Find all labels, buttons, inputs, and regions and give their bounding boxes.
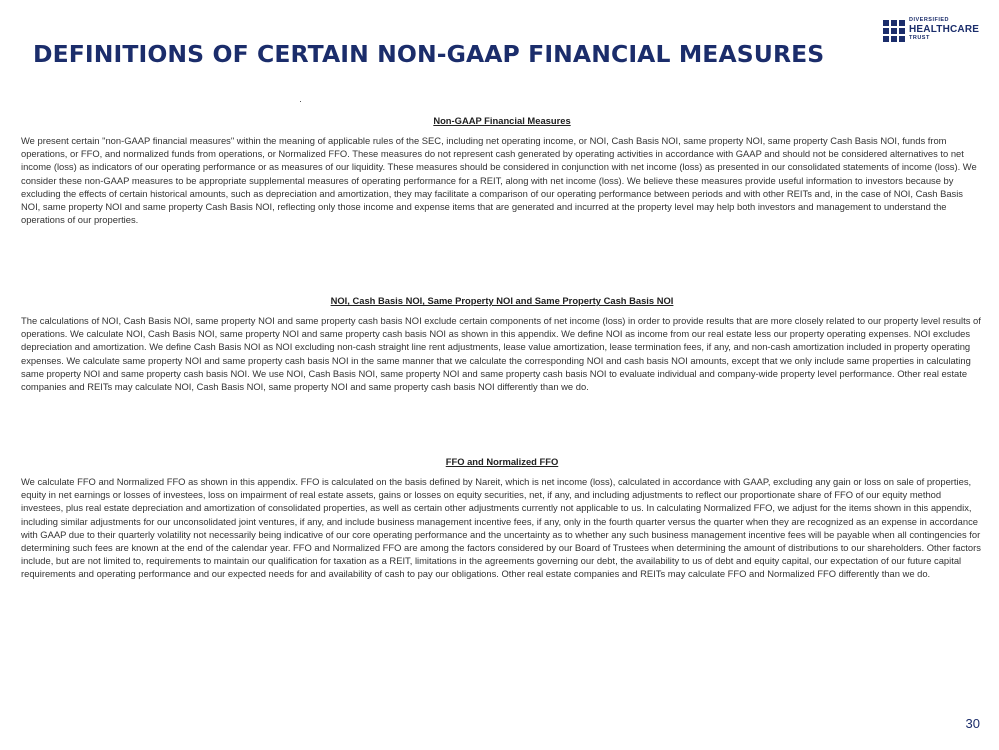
section-body: We present certain "non-GAAP financial measures" within the meaning of applicable rules of the SEC, including net operating income, or NOI, Cash Basis NOI, same property NOI, same property Cash Basis NOI, funds from operations, or FFO, and normalized funds from operations, or Normalized FFO. These measures do not represent cash generated by operating activities in accordance with GAAP and should not be considered alternatives to net income (loss) as indicators of our operating performance or as measures of our liquidity. These measures should be considered in conjunction with net income (loss) as presented in our consolidated statements of income (loss). We consider these non-GAAP measures to be appropriate supplemental measures of operating performance for a REIT, along with net income (loss). We believe these measures provide useful information to investors because by excluding the effects of certain historical amounts, such as depreciation and amortization, they may facilitate a comparison of our operating performance between periods and with other REITs and, in the case of NOI, Cash Basis NOI, same property NOI and same property Cash Basis NOI, reflecting only those income and expense items that are generated and incurred at the property level may help both investors and management to understand the operations of our properties. — [21, 135, 977, 226]
logo-grid-icon — [883, 20, 905, 42]
logo-line-2: HEALTHCARE — [909, 23, 980, 35]
page-number: 30 — [965, 716, 980, 731]
company-logo — [883, 18, 983, 44]
logo-text — [909, 18, 979, 41]
section-noi-definitions — [21, 295, 983, 393]
page-title: DEFINITIONS OF CERTAIN NON-GAAP FINANCIAL MEASURES — [33, 40, 825, 68]
section-body: The calculations of NOI, Cash Basis NOI, same property NOI and same property cash basis NOI exclude certain components of net income (loss) in order to provide results that are more closely related to our property level results of operations. We calculate NOI, Cash Basis NOI, same property NOI and same property cash basis NOI as shown in this appendix. We define NOI as income from our real estate less our property operating expenses. NOI excludes depreciation and amortization. We define Cash Basis NOI as NOI excluding non-cash straight line rent adjustments, lease value amortization, lease termination fees, if any, and non-cash amortization included in property operating expenses. We calculate same property NOI and same property cash basis NOI in the same manner that we calculate the corresponding NOI and cash basis NOI amounts, except that we only include same properties in calculating same property NOI and same property cash basis NOI. We use NOI, Cash Basis NOI, same property NOI and same property cash basis NOI to evaluate individual and company-wide property level performance. Other real estate companies and REITs may calculate NOI, Cash Basis NOI, same property NOI and same property cash basis NOI differently than we do. — [21, 315, 981, 393]
section-non-gaap-measures — [21, 115, 983, 226]
logo-line-1: DIVERSIFIED — [909, 17, 950, 23]
stray-dot — [300, 101, 301, 102]
section-heading: FFO and Normalized FFO — [445, 456, 559, 467]
section-body: We calculate FFO and Normalized FFO as shown in this appendix. FFO is calculated on the basis defined by Nareit, which is net income (loss), calculated in accordance with GAAP, excluding any gain or loss on sale of properties, equity in net earnings or losses of investees, loss on impairment of real estate assets, gains or losses on equity securities, net, if any, and including adjustments to reflect our proportionate share of FFO of our equity method investees, plus real estate depreciation and amortization of consolidated properties, as well as certain other adjustments currently not applicable to us. In calculating Normalized FFO, we adjust for the items shown in this appendix, including similar adjustments for our unconsolidated joint ventures, if any, and include business management incentive fees, if any, only in the fourth quarter versus the quarter when they are recognized as an expense in accordance with GAAP due to their quarterly volatility not necessarily being indicative of our core operating performance and the uncertainty as to whether any such business management incentive fees will be payable when all contingencies for determining such fees are known at the end of the calendar year. FFO and Normalized FFO are among the factors considered by our Board of Trustees when determining the amount of distributions to our shareholders. Other factors include, but are not limited to, requirements to maintain our qualification for taxation as a REIT, limitations in the agreements governing our debt, the availability to us of debt and equity capital, our expectation of our future capital requirements and operating performance and our expected needs for and availability of cash to pay our obligations. Other real estate companies and REITs may calculate FFO and Normalized FFO differently than we do. — [21, 476, 981, 580]
section-ffo-definitions — [21, 456, 983, 581]
section-heading: NOI, Cash Basis NOI, Same Property NOI and Same Property Cash Basis NOI — [330, 295, 674, 306]
logo-line-3: TRUST — [909, 34, 930, 41]
section-heading: Non-GAAP Financial Measures — [433, 115, 571, 126]
